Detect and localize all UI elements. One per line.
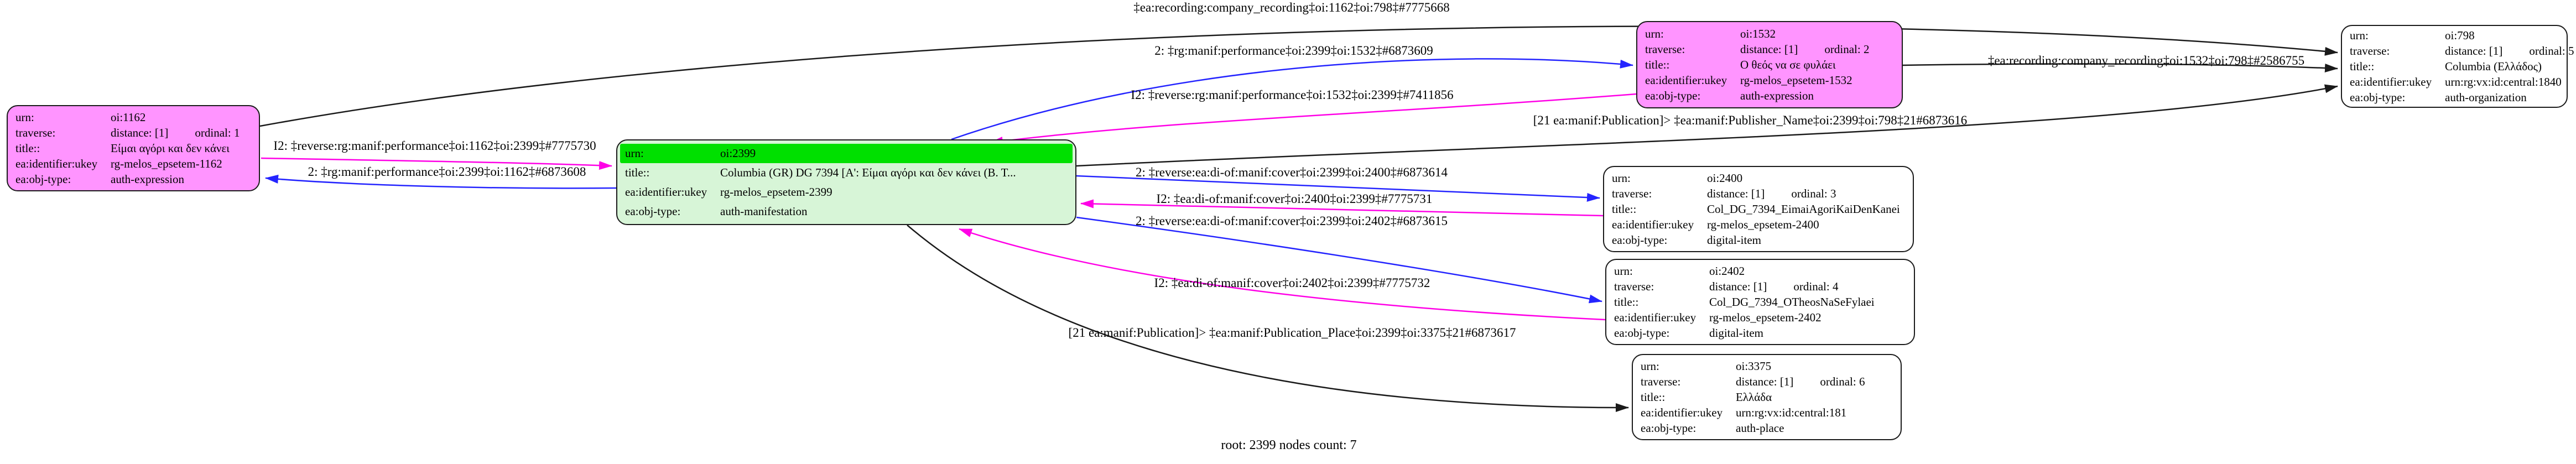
traverse-ordinal: ordinal: 5 <box>2529 44 2574 58</box>
edge-label-performance-2399-1162: 2: ‡rg:manif:performance‡oi:2399‡oi:1162‡#6873608 <box>308 165 586 179</box>
graph-footer-root-count: root: 2399 nodes count: 7 <box>1221 438 1357 452</box>
node-oi-2400[interactable] <box>1603 166 1914 252</box>
field-value: digital-item <box>1707 233 1761 247</box>
node-row-ukey <box>1604 217 1913 232</box>
field-label: urn: <box>1614 264 1633 278</box>
field-label: ea:identifier:ukey <box>1645 74 1727 87</box>
field-label: ea:identifier:ukey <box>2350 75 2432 88</box>
node-row-ukey <box>2342 74 2567 90</box>
field-value: auth-manifestation <box>720 204 808 218</box>
field-label: ea:obj-type: <box>1614 326 1670 340</box>
field-value: oi:3375 <box>1736 359 1772 373</box>
node-oi-3375[interactable] <box>1632 354 1902 440</box>
node-oi-2399-root[interactable] <box>616 139 1076 225</box>
node-oi-2402[interactable] <box>1605 259 1915 345</box>
node-row-objtype <box>2342 90 2567 105</box>
field-value: Είμαι αγόρι και δεν κάνει <box>111 142 230 155</box>
edge-publication-place-2399-3375 <box>907 225 1628 408</box>
field-label: ea:obj-type: <box>1641 421 1696 435</box>
node-row-urn <box>1604 170 1913 186</box>
node-row-ukey <box>8 156 259 171</box>
traverse-distance: distance: [1] <box>1740 43 1798 56</box>
traverse-distance: distance: [1] <box>1707 187 1765 200</box>
node-row-urn-highlighted <box>620 144 1073 163</box>
field-label: title:: <box>1641 390 1666 404</box>
field-label: ea:identifier:ukey <box>1614 311 1696 324</box>
field-value: oi:1532 <box>1740 27 1776 40</box>
field-label: traverse: <box>1641 375 1681 388</box>
node-row-ukey <box>1633 405 1901 420</box>
traverse-ordinal: ordinal: 4 <box>1793 280 1839 293</box>
edge-label-cover-2400-2399: I2: ‡ea:di-of:manif:cover‡oi:2400‡oi:2399‡#7775731 <box>1156 192 1433 206</box>
field-label: urn: <box>1645 27 1664 40</box>
field-label: ea:obj-type: <box>1612 233 1668 247</box>
edge-label-reverse-cover-2399-2402: 2: ‡reverse:ea:di-of:manif:cover‡oi:2399‡oi:2402‡#6873615 <box>1135 214 1448 228</box>
field-value: oi:2402 <box>1709 264 1745 278</box>
field-value: digital-item <box>1709 326 1763 340</box>
field-value: auth-organization <box>2445 91 2527 104</box>
field-label: traverse: <box>1614 280 1654 293</box>
node-row-objtype <box>1633 420 1901 436</box>
edge-cover-2402-2399 <box>959 229 1605 320</box>
edge-company-recording-1162-798 <box>260 27 2338 126</box>
field-value: Col_DG_7394_OTheosNaSeFylaei <box>1709 295 1875 309</box>
node-row-traverse <box>1637 41 1902 57</box>
field-value: rg-melos_epsetem-2399 <box>720 185 832 199</box>
node-oi-798[interactable] <box>2341 25 2574 108</box>
field-value: auth-place <box>1736 421 1784 435</box>
field-value: rg-melos_epsetem-1532 <box>1740 74 1852 87</box>
node-oi-1532[interactable] <box>1636 21 1903 108</box>
node-row-objtype <box>1604 232 1913 248</box>
field-label: traverse: <box>15 126 56 139</box>
node-row-title <box>1633 389 1901 405</box>
field-value: Columbia (GR) DG 7394 [Α': Είμαι αγόρι και δεν κάνει (Β. Τ... <box>720 165 1016 179</box>
node-row-urn <box>1633 358 1901 374</box>
field-label: ea:obj-type: <box>1645 89 1701 102</box>
field-value: urn:rg:vx:id:central:1840 <box>2445 75 2562 88</box>
node-row-traverse <box>1604 186 1913 201</box>
node-row-urn <box>8 110 259 125</box>
field-value: Col_DG_7394_EimaiAgoriKaiDenKanei <box>1707 202 1900 216</box>
traverse-distance: distance: [1] <box>111 126 169 139</box>
node-row-ukey <box>1606 310 1914 325</box>
node-row-objtype <box>1637 88 1902 103</box>
node-row-title <box>1606 294 1914 310</box>
edge-label-reverse-cover-2399-2400: 2: ‡reverse:ea:di-of:manif:cover‡oi:2399‡oi:2400‡#6873614 <box>1135 165 1448 179</box>
node-row-title <box>2342 59 2567 74</box>
field-value: urn:rg:vx:id:central:181 <box>1736 406 1847 419</box>
field-value: rg-melos_epsetem-1162 <box>111 157 222 170</box>
node-row-traverse <box>1606 279 1914 294</box>
edge-label-reverse-performance-1162-2399: I2: ‡reverse:rg:manif:performance‡oi:1162‡oi:2399‡#7775730 <box>273 139 596 153</box>
node-row-objtype <box>8 171 259 187</box>
field-label: traverse: <box>1612 187 1652 200</box>
field-label: title:: <box>15 142 40 155</box>
edge-label-reverse-performance-1532-2399: I2: ‡reverse:rg:manif:performance‡oi:1532‡oi:2399‡#7411856 <box>1131 88 1454 102</box>
field-label: title:: <box>1614 295 1639 309</box>
node-row-urn <box>1606 263 1914 279</box>
traverse-ordinal: ordinal: 1 <box>195 126 240 139</box>
field-value: oi:1162 <box>111 111 146 124</box>
edge-label-publisher-name-2399-798: [21 ea:manif:Publication]> ‡ea:manif:Publisher_Name‡oi:2399‡oi:798‡21#6873616 <box>1533 113 1968 127</box>
field-label: ea:identifier:ukey <box>1612 218 1694 231</box>
field-value: rg-melos_epsetem-2400 <box>1707 218 1819 231</box>
traverse-distance: distance: [1] <box>1736 375 1794 388</box>
field-label: urn: <box>2350 29 2369 42</box>
field-label: ea:obj-type: <box>15 173 71 186</box>
node-row-title <box>617 163 1075 183</box>
traverse-distance: distance: [1] <box>2445 44 2503 58</box>
field-label: urn: <box>625 146 644 160</box>
edge-label-company-recording-1532-798: ‡ea:recording:company_recording‡oi:1532‡oi:798‡#2586755 <box>1987 54 2305 67</box>
field-label: title:: <box>2350 60 2375 73</box>
field-value: auth-expression <box>111 173 184 186</box>
field-label: ea:identifier:ukey <box>625 185 707 199</box>
field-value: auth-expression <box>1740 89 1814 102</box>
field-value: oi:2400 <box>1707 171 1743 185</box>
edge-performance-2399-1162 <box>266 178 616 188</box>
field-label: traverse: <box>2350 44 2390 58</box>
edge-label-company-recording-1162-798: ‡ea:recording:company_recording‡oi:1162‡oi:798‡#7775668 <box>1133 1 1450 14</box>
field-label: ea:obj-type: <box>2350 91 2406 104</box>
node-row-ukey <box>617 183 1075 202</box>
node-oi-1162[interactable] <box>7 105 260 191</box>
field-label: urn: <box>1612 171 1631 185</box>
node-row-title <box>1637 57 1902 72</box>
node-row-traverse <box>2342 43 2574 59</box>
node-row-urn <box>2342 28 2567 43</box>
field-label: title:: <box>1612 202 1637 216</box>
field-label: ea:obj-type: <box>625 204 681 218</box>
node-row-ukey <box>1637 72 1902 88</box>
field-label: urn: <box>15 111 34 124</box>
field-label: ea:identifier:ukey <box>15 157 98 170</box>
edge-label-publication-place-2399-3375: [21 ea:manif:Publication]> ‡ea:manif:Publication_Place‡oi:2399‡oi:3375‡21#6873617 <box>1068 326 1516 340</box>
node-row-objtype <box>1606 325 1914 341</box>
node-row-urn <box>1637 26 1902 41</box>
node-row-traverse <box>1633 374 1901 389</box>
edge-label-performance-2399-1532: 2: ‡rg:manif:performance‡oi:2399‡oi:1532‡#6873609 <box>1154 44 1433 58</box>
traverse-ordinal: ordinal: 2 <box>1824 43 1870 56</box>
traverse-distance: distance: [1] <box>1709 280 1767 293</box>
field-value: oi:2399 <box>720 146 756 160</box>
field-label: title:: <box>1645 58 1670 71</box>
field-label: urn: <box>1641 359 1659 373</box>
node-row-title <box>1604 201 1913 217</box>
field-value: oi:798 <box>2445 29 2475 42</box>
traverse-ordinal: ordinal: 3 <box>1791 187 1836 200</box>
node-row-title <box>8 140 259 156</box>
field-label: traverse: <box>1645 43 1685 56</box>
field-value: Ο θεός να σε φυλάει <box>1740 58 1836 71</box>
node-row-traverse <box>8 125 259 140</box>
edge-label-cover-2402-2399: I2: ‡ea:di-of:manif:cover‡oi:2402‡oi:2399‡#7775732 <box>1154 276 1430 290</box>
field-label: title:: <box>625 165 650 179</box>
field-value: Ελλάδα <box>1736 390 1772 404</box>
field-value: Columbia (Ελλάδος) <box>2445 60 2542 73</box>
field-value: rg-melos_epsetem-2402 <box>1709 311 1822 324</box>
traverse-ordinal: ordinal: 6 <box>1820 375 1865 388</box>
node-row-objtype <box>617 202 1075 221</box>
field-label: ea:identifier:ukey <box>1641 406 1723 419</box>
